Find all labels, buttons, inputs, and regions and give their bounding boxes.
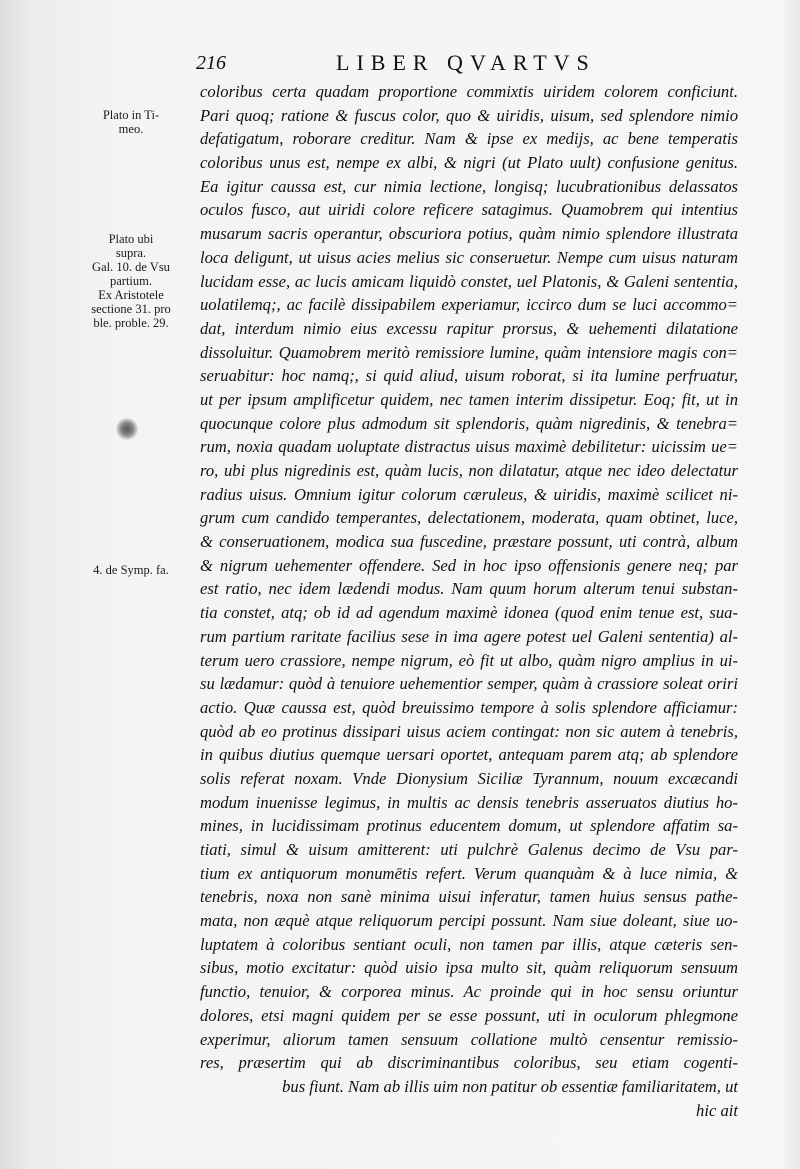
text-line: est ratio, nec idem lædendi modus. Nam quum horum alterum tenui substan-	[200, 579, 738, 599]
text-line: coloribus certa quadam proportione commixtis uiridem colorem conficiunt.	[200, 82, 738, 101]
text-line: actio. Quæ caussa est, quòd breuissimo tempore à solis splendore afficiamur:	[200, 697, 738, 717]
text-line: tia constet, atq; ob id ad agendum maximè idonea (quod enim tenue est, sua-	[200, 603, 738, 623]
text-line: terum uero crassiore, nempe nigrum, eò fit ut albo, quàm nigro amplius in ui-	[200, 650, 738, 670]
text-line: radius uisus. Omnium igitur colorum cæruleus, & uiridis, maximè scilicet ni-	[200, 484, 738, 504]
text-line: dissoluitur. Quamobrem meritò remissiore lumine, quàm intensiore magis con=	[200, 342, 738, 362]
text-line: bus fiunt. Nam ab illis uim non patitur ob essentiæ familiaritatem, ut	[282, 1076, 738, 1096]
text-line: ro, ubi plus nigredinis est, quàm lucis, non dilatatur, atque nec ideo delectatur	[200, 461, 738, 480]
text-line: ut per ipsum amplificetur quidem, nec tamen interim dissipetur. Eoq; fit, ut in	[200, 389, 738, 409]
catchword: hic ait	[696, 1100, 738, 1120]
text-line: quocunque colore plus admodum sit splendoris, quàm nigredinis, & tenebra=	[200, 413, 738, 433]
margin-note-line: meo.	[118, 122, 144, 136]
text-line: quòd ab eo protinus dissipari uisus aciem contingat: non sic autem à tenebris,	[200, 721, 738, 741]
margin-note-line: Plato in Ti-	[102, 108, 160, 122]
margin-note-plato-galen	[82, 232, 180, 330]
text-line: modum inuenisse legimus, in multis ac densis tenebris asseruatos diutius ho-	[200, 792, 738, 812]
margin-note-line: Ex Aristotele	[98, 288, 164, 302]
text-line: dat, interdum nimio eius excessu rapitur prorsus, & uehementi dilatatione	[200, 318, 738, 338]
text-line: rum, noxia quadam uoluptate distractus uisus maximè debilitetur: uicissim ue=	[200, 437, 738, 457]
text-line: mines, in lucidissimam protinus educentem domum, ut splendore affatim sa-	[200, 816, 738, 836]
margin-note-line: partium.	[109, 274, 152, 288]
text-line: tenebris, noxa non sanè minima uisui inferatur, tamen huius sensus pathe-	[200, 887, 738, 907]
text-line: grum cum candido temperantes, delectationem, moderata, quam obtinet, luce,	[200, 508, 738, 528]
margin-note-line: 4. de Symp. fa.	[93, 563, 169, 577]
text-line: res, præsertim qui ab discriminantibus coloribus, seu etiam cogenti-	[200, 1053, 738, 1073]
text-line: seruabitur: hoc namq;, si quid aliud, uisum roborat, si ita lumine perfruatur,	[200, 366, 738, 386]
margin-note-line: ble. proble. 29.	[93, 316, 169, 330]
text-line: in quibus diutius quemque uersari oportet, antequam parem atq; ab splendore	[200, 745, 738, 765]
text-line: oculos fusco, aut uiridi colore reficere satagimus. Quamobrem qui intentius	[200, 200, 738, 220]
text-line: & conseruationem, modica sua fuscedine, præstare possunt, uti contrà, album	[200, 532, 738, 552]
body-text	[200, 80, 738, 1122]
margin-note-symposium	[82, 563, 180, 577]
text-line: loca deligunt, ut uisus acies melius sic conseruetur. Nempe cum uisus naturam	[200, 247, 738, 267]
text-line: functio, tenuior, & corporea minus. Ac proinde qui in hoc sensu oriuntur	[200, 982, 738, 1002]
page-header	[196, 50, 736, 78]
text-line: tium ex antiquorum monumētis refert. Verum quanquàm & à luce nimia, &	[200, 863, 738, 883]
margin-note-line: supra.	[115, 246, 147, 260]
margin-note-plato-timaeus	[82, 108, 180, 136]
text-line: Ea igitur caussa est, cur nimia lectione, longisq; lucubrationibus delassatos	[200, 176, 738, 196]
margin-note-line: Plato ubi	[108, 232, 154, 246]
text-line: Pari quoq; ratione & fuscus color, quo & uiridis, uisum, sed splendore nimio	[200, 105, 738, 125]
text-line: musarum sacris operantur, obscuriora potius, quàm nimio splendore illustrata	[200, 224, 738, 244]
text-line: mata, non æquè atque reliquorum percipi possunt. Nam siue doleant, siue uo-	[200, 911, 738, 931]
text-line: lucidam esse, ac lucis amicam liquidò constet, uel Platonis, & Galeni sententia,	[200, 271, 738, 291]
running-title: LIBER QVARTVS	[336, 50, 596, 75]
text-line: uolatilemq;, ac facilè dissipabilem experiamur, iccirco dum se luci accommo=	[200, 295, 738, 315]
text-line: rum partium raritate facilius sese in ima agere potest uel Galeni sententia) al-	[200, 626, 738, 646]
page-number: 216	[196, 52, 226, 74]
text-line: defatigatum, roborare creditur. Nam & ipse ex medijs, ac bene temperatis	[200, 129, 738, 149]
ink-stain	[116, 418, 138, 440]
text-line: su lædamur: quòd à tenuiore uehementior semper, quàm à crassiore soleat oriri	[200, 674, 738, 694]
text-line: sibus, motio excitatur: quòd uisio ipsa multo sit, quàm reliquorum sensuum	[200, 958, 738, 978]
text-line: solis referat noxam. Vnde Dionysium Siciliæ Tyrannum, nouum excæcandi	[200, 768, 738, 788]
margin-note-line: Gal. 10. de Vsu	[92, 260, 170, 274]
margin-note-line: sectione 31. pro	[91, 302, 171, 316]
text-line: coloribus unus est, nempe ex albi, & nigri (ut Plato uult) confusione genitus.	[200, 153, 738, 173]
text-line: luptatem à coloribus sentiant oculi, non tamen par illis, atque cæteris sen-	[200, 934, 738, 954]
text-line: dolores, etsi magni quidem per se esse possunt, uti in oculorum phlegmone	[200, 1005, 738, 1025]
text-line: & nigrum uehementer offendere. Sed in hoc ipso offensionis genere neq; par	[200, 555, 738, 575]
text-line: tiati, simul & uisum amitterent: uti pulchrè Galenus decimo de Vsu par-	[200, 840, 738, 859]
text-line: experimur, aliorum tamen sensuum collatione multò censentur remissio-	[200, 1029, 738, 1049]
